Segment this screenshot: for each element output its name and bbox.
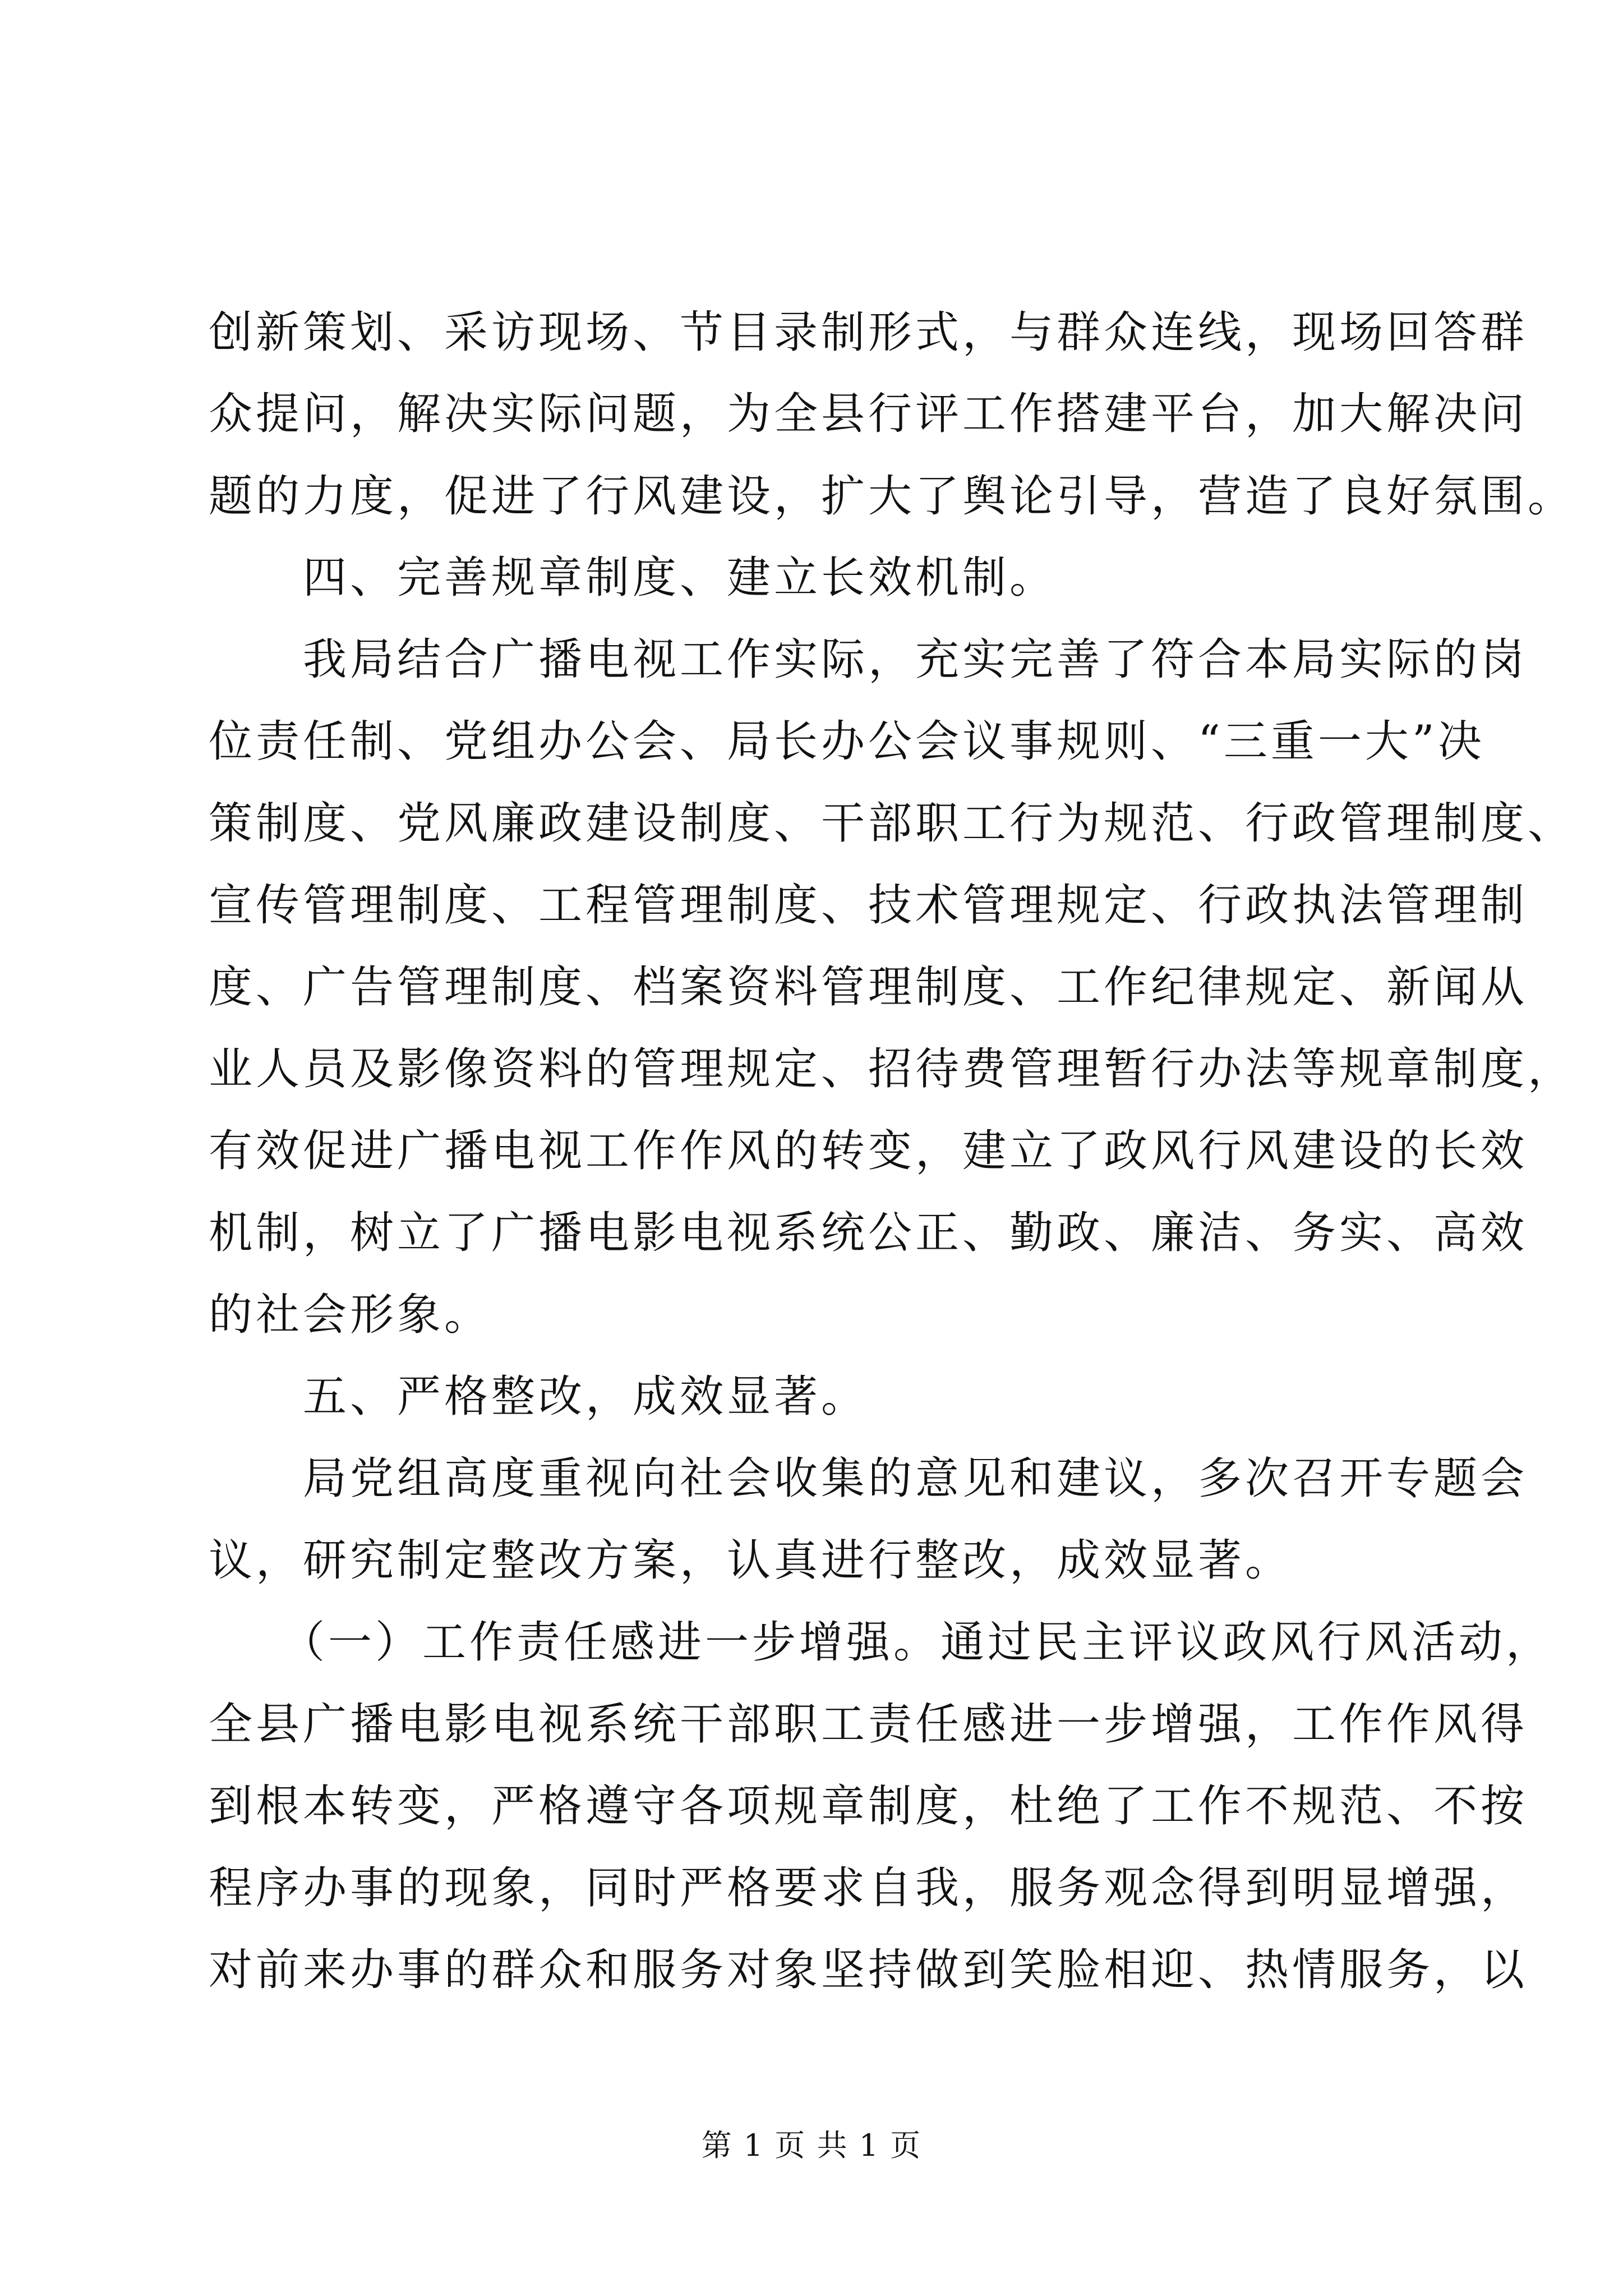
text-line: 创新策划、采访现场、节目录制形式，与群众连线，现场回答群 <box>209 307 1528 358</box>
text-line: 的社会形象。 <box>209 1290 492 1340</box>
text-line: 局党组高度重视向社会收集的意见和建议，多次召开专题会 <box>209 1453 1528 1504</box>
section-heading: 四、完善规章制度、建立长效机制。 <box>209 553 1057 603</box>
text-line: 度、广告管理制度、档案资料管理制度、工作纪律规定、新闻从 <box>209 962 1528 1013</box>
text-line: 题的力度，促进了行风建设，扩大了舆论引导，营造了良好氛围。 <box>209 471 1575 522</box>
text-line: 有效促进广播电视工作作风的转变，建立了政风行风建设的长效 <box>209 1126 1528 1176</box>
text-line: 位责任制、党组办公会、局长办公会议事规则、“三重一大”决 <box>209 716 1485 767</box>
text-line: 策制度、党风廉政建设制度、干部职工行为规范、行政管理制度、 <box>209 798 1575 849</box>
text-line: 全县广播电影电视系统干部职工责任感进一步增强，工作作风得 <box>209 1699 1528 1750</box>
text-line: 议，研究制定整改方案，认真进行整改，成效显著。 <box>209 1535 1293 1586</box>
text-line: （一）工作责任感进一步增强。通过民主评议政风行风活动， <box>209 1617 1553 1668</box>
text-line: 机制，树立了广播电影电视系统公正、勤政、廉洁、务实、高效 <box>209 1208 1528 1258</box>
section-heading: 五、严格整改，成效显著。 <box>209 1372 869 1422</box>
text-line: 业人员及影像资料的管理规定、招待费管理暂行办法等规章制度， <box>209 1044 1575 1094</box>
page-number-footer: 第 1 页 共 1 页 <box>701 2128 922 2163</box>
text-line: 宣传管理制度、工程管理制度、技术管理规定、行政执法管理制 <box>209 880 1528 931</box>
text-line: 到根本转变，严格遵守各项规章制度，杜绝了工作不规范、不按 <box>209 1781 1528 1832</box>
text-line: 对前来办事的群众和服务对象坚持做到笑脸相迎、热情服务，以 <box>209 1945 1528 1995</box>
text-line: 我局结合广播电视工作实际，充实完善了符合本局实际的岗 <box>209 634 1528 685</box>
text-line: 程序办事的现象，同时严格要求自我，服务观念得到明显增强， <box>209 1863 1528 1913</box>
text-line: 众提问，解决实际问题，为全县行评工作搭建平台，加大解决问 <box>209 389 1528 439</box>
